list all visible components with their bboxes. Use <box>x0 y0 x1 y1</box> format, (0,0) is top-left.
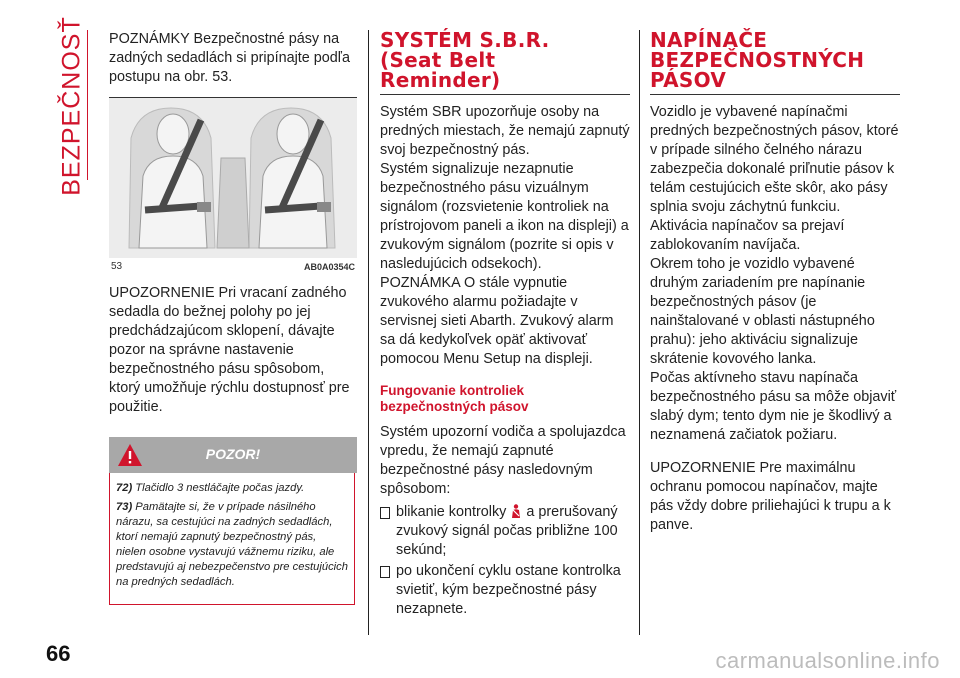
page-number: 66 <box>46 641 71 666</box>
sbr-para-3: POZNÁMKA O stále vypnutie zvukového alarmu požiadajte v servisnej sieti Abarth. Zvukový alarm sa dá kedykoľvek opäť aktivovať pomocou Menu Setup na displeji. <box>380 275 614 367</box>
figure-53 <box>109 97 357 272</box>
pretensioner-warning: UPOZORNENIE Pre maximálnu ochranu pomocou napínačov, majte pás vždy dobre priliehajúci k trupu a k panve. <box>650 460 891 533</box>
bullet-text-part: a prerušovaný zvukový signál počas približne 100 sekúnd; <box>396 504 618 558</box>
sbr-para-1: Systém SBR upozorňuje osoby na predných miestach, že nemajú zapnutý svoj bezpečnostný pás. <box>380 104 630 158</box>
heading-line: (Seat Belt <box>380 48 496 72</box>
sbr-para-4: Systém upozorní vodiča a spolujazdca vpredu, že nemajú zapnuté bezpečnostné pásy nasledovným spôsobom: <box>380 424 626 497</box>
caution-title: POZOR! <box>205 446 261 462</box>
heading-line: NAPÍNAČE <box>650 28 768 52</box>
figure-number: 53 <box>111 261 123 272</box>
heading-line: SYSTÉM S.B.R. <box>380 28 550 52</box>
pretensioner-para-1: Vozidlo je vybavené napínačmi predných bezpečnostných pásov, ktoré v prípade silného čelného nárazu zabezpečia dokonalé priľnutie pásov k telám cestujúcich ešte skôr, ako pásy splnia svoju záchytnú funkciu. <box>650 104 899 215</box>
heading-line: Reminder) <box>380 68 501 92</box>
note-number: 73) <box>116 501 133 513</box>
chapter-bar <box>87 30 88 180</box>
column-divider <box>368 30 369 635</box>
intro-note: POZNÁMKY Bezpečnostné pásy na zadných sedadlách si pripínajte podľa postupu na obr. 53. <box>109 31 351 85</box>
column-2 <box>380 30 630 619</box>
column-1 <box>109 30 357 605</box>
warning-text: UPOZORNENIE Pri vracaní zadného sedadla do bežnej polohy po jej predchádzajúcom sklopení, dávajte pozor na správne nastavenie bezpečnostného pásu spôsobom, ktorý umožňuje rýchlu dostupnosť pre použitie. <box>109 285 350 415</box>
column-3 <box>650 30 900 535</box>
bullet-item <box>380 562 630 619</box>
note-72 <box>116 481 348 496</box>
column-divider <box>639 30 640 635</box>
note-text: Tlačidlo 3 nestláčajte počas jazdy. <box>135 482 305 494</box>
chapter-title <box>52 16 92 196</box>
note-number: 72) <box>116 482 133 494</box>
heading-line: BEZPEČNOSTNÝCH <box>650 48 865 72</box>
seatbelt-illustration-icon <box>109 97 357 258</box>
chapter-title-text: BEZPEČNOSŤ <box>57 16 86 196</box>
seatbelt-warning-icon <box>510 504 522 518</box>
sbr-para-2: Systém signalizuje nezapnutie bezpečnostného pásu vizuálnym signálom (rozsvietenie kontroliek na prístrojovom paneli a ikon na displeji) a zvukovým signálom (pozrite si opis v nasledujúcich odsekoch). <box>380 161 629 272</box>
heading-line: PÁSOV <box>650 68 727 92</box>
caution-header <box>109 437 357 473</box>
pretensioner-para-3: Okrem toho je vozidlo vybavené druhým zariadením pre napínanie bezpečnostných pásov (je nainštalované v oblasti nástupného prahu): jeho aktiváciu signalizuje skrátenie kovového lanka. <box>650 256 875 367</box>
note-text: Pamätajte si, že v prípade násilného nárazu, sa cestujúci na zadných sedadlách, ktorí nemajú zapnutý bezpečnostný pás, nielen osobne vystavujú vážnemu riziku, ale predstavujú aj nebezpečenstvo pre cestujúcich na predných sedadlách. <box>116 501 348 588</box>
bullet-box-icon <box>380 507 390 519</box>
bullet-item <box>380 503 630 560</box>
bullet-text <box>396 503 630 560</box>
figure-code: AB0A0354C <box>303 262 355 272</box>
pretensioner-para-2: Aktivácia napínačov sa prejaví zablokovaním navíjača. <box>650 218 845 253</box>
pretensioner-para-4: Počas aktívneho stavu napínača bezpečnostného pásu sa môže objaviť slabý dym; tento dym nie je škodlivý a neznamená začiatok požiaru. <box>650 370 897 443</box>
bullet-text-part: blikanie kontrolky <box>396 504 507 520</box>
caution-notes <box>109 473 355 605</box>
pretensioner-heading <box>650 30 900 95</box>
watermark: carmanualsonline.info <box>715 648 940 673</box>
note-73 <box>116 500 348 590</box>
sbr-heading <box>380 30 630 95</box>
bullet-box-icon <box>380 566 390 578</box>
subheading-kontrolky: Fungovanie kontroliek bezpečnostných pásov <box>380 383 529 414</box>
bullet-text: po ukončení cyklu ostane kontrolka svietiť, kým bezpečnostné pásy nezapnete. <box>396 563 621 617</box>
